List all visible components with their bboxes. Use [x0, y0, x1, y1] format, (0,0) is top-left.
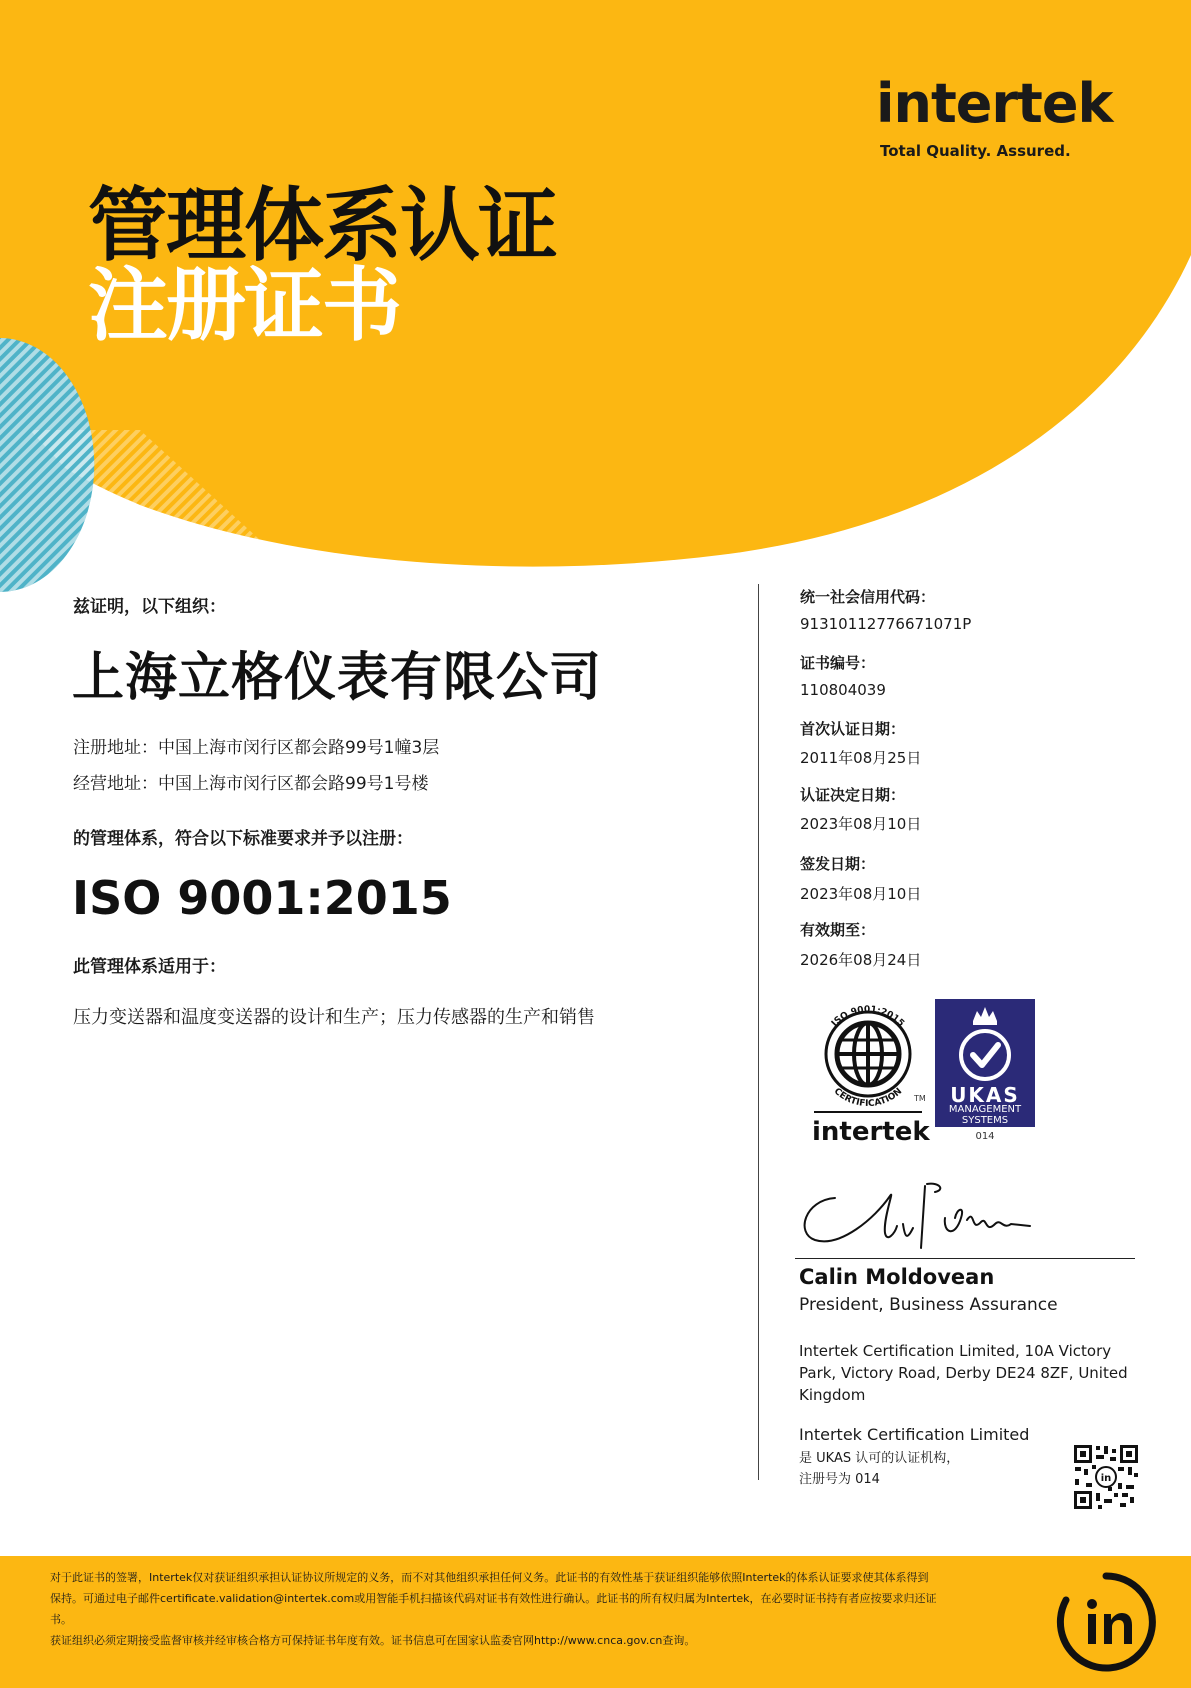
- iso-certification-mark: [808, 996, 928, 1116]
- verification-qr-code[interactable]: [1072, 1443, 1140, 1511]
- ukas-crown-check-icon: [935, 999, 1035, 1084]
- footer-line-3: 书。: [50, 1613, 72, 1626]
- intro-text: 兹证明，以下组织：: [73, 597, 226, 617]
- ukas-subtitle: [935, 1104, 1035, 1126]
- decision-date-label: 认证决定日期：: [800, 786, 906, 804]
- column-divider: [758, 584, 759, 1480]
- ukas-sub-line1: MANAGEMENT: [948, 1104, 1022, 1115]
- credit-code-value: 91310112776671071P: [800, 615, 972, 633]
- accreditation-line2: 注册号为 014: [799, 1472, 880, 1487]
- footer-line-2: 保持。可通过电子邮件certificate.validation@intertek.com或用智能手机扫描该代码对证书有效性进行确认。此证书的所有权归属为Intertek，在必要时证书持有者应按要求归还证: [50, 1592, 937, 1605]
- footer-line-1: 对于此证书的签署，Intertek仅对获证组织承担认证协议所规定的义务，而不对其他组织承担任何义务。此证书的有效性基于获证组织能够依照Intertek的体系认证要求使其体系得到: [50, 1571, 929, 1584]
- certificate-title: 管理体系认证: [88, 179, 556, 272]
- intertek-logo: intertek: [876, 72, 1113, 135]
- svg-text:CERTIFICATION: [832, 1087, 904, 1110]
- logo-tagline: Total Quality. Assured.: [880, 142, 1071, 160]
- business-address: 经营地址：中国上海市闵行区都会路99号1号楼: [73, 774, 429, 794]
- signer-name: Calin Moldovean: [799, 1265, 995, 1289]
- standard-name: ISO 9001:2015: [72, 871, 452, 925]
- svg-text:in: in: [1100, 1473, 1112, 1484]
- certification-mark-brand: intertek: [812, 1117, 930, 1147]
- conformity-statement: 的管理体系，符合以下标准要求并予以注册：: [73, 829, 413, 849]
- first-certification-label: 首次认证日期：: [800, 720, 906, 738]
- iso-ring-bottom-text: CERTIFICATION: [831, 1086, 905, 1110]
- certificate-subtitle: 注册证书: [88, 259, 400, 352]
- accreditation-name: Intertek Certification Limited: [799, 1425, 1030, 1444]
- credit-code-label: 统一社会信用代码：: [800, 588, 936, 606]
- ukas-wordmark: UKAS: [950, 1083, 1020, 1107]
- expiry-date-value: 2026年08月24日: [800, 951, 922, 969]
- company-name: 上海立格仪表有限公司: [72, 648, 603, 708]
- certificate-number-value: 110804039: [800, 681, 886, 699]
- handwritten-signature: [795, 1178, 1065, 1258]
- signer-title: President, Business Assurance: [799, 1295, 1058, 1315]
- trademark-symbol: TM: [914, 1094, 926, 1103]
- scope-label: 此管理体系适用于：: [73, 957, 226, 977]
- certificate-number-label: 证书编号：: [800, 654, 876, 672]
- issue-date-value: 2023年08月10日: [800, 885, 922, 903]
- ukas-sub-line2: SYSTEMS: [961, 1115, 1009, 1126]
- scope-text: 压力变送器和温度变送器的设计和生产；压力传感器的生产和销售: [73, 1007, 595, 1028]
- issuer-address: Intertek Certification Limited, 10A Victory Park, Victory Road, Derby DE24 8ZF, United Kingdom: [799, 1342, 1128, 1404]
- expiry-date-label: 有效期至：: [800, 921, 876, 939]
- intertek-in-logo-icon: [1054, 1570, 1158, 1674]
- decision-date-value: 2023年08月10日: [800, 815, 922, 833]
- signature-line: [795, 1258, 1135, 1259]
- accreditation-line1: 是 UKAS 认可的认证机构，: [799, 1451, 960, 1466]
- footer-line-4: 获证组织必须定期接受监督审核并经审核合格方可保持证书年度有效。证书信息可在国家认监委官网http://www.cnca.gov.cn查询。: [50, 1634, 696, 1647]
- footer-disclaimer: [50, 1567, 1010, 1651]
- issue-date-label: 签发日期：: [800, 855, 876, 873]
- ukas-accreditation-number: 014: [975, 1131, 995, 1142]
- first-certification-value: 2011年08月25日: [800, 749, 922, 767]
- registered-address: 注册地址：中国上海市闵行区都会路99号1幢3层: [73, 738, 440, 758]
- iso-ring-top-text: ISO 9001:2015: [829, 1004, 906, 1029]
